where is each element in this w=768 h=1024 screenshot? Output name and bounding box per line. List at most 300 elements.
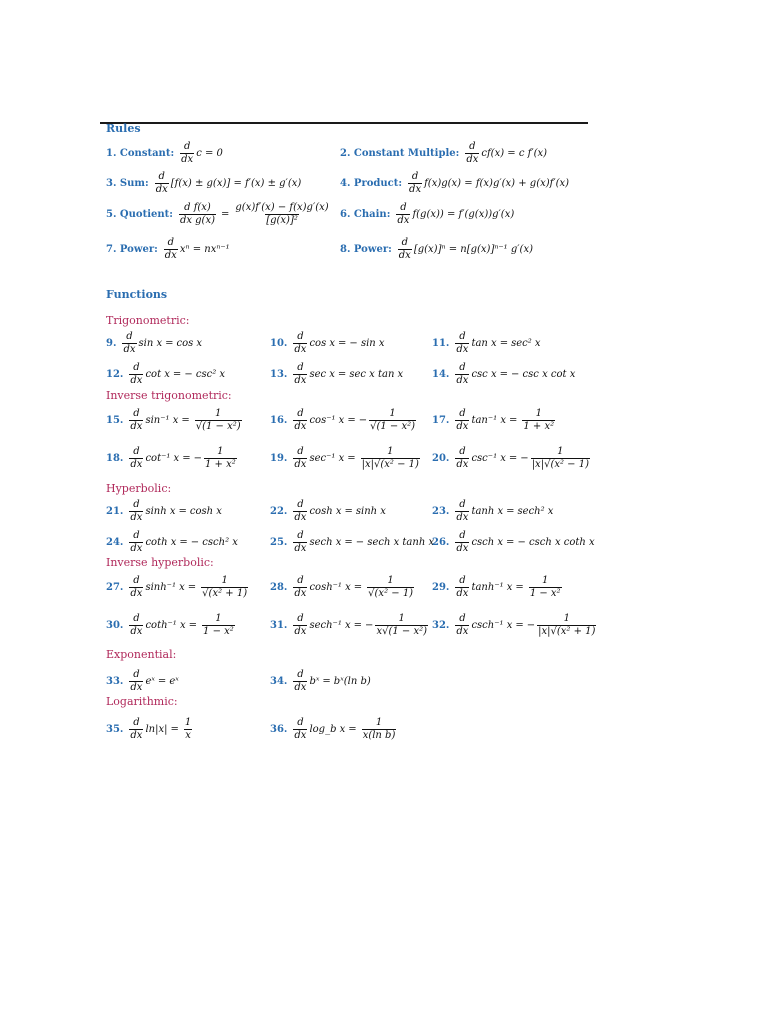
- derivative-operator-bottom: dx: [130, 682, 143, 693]
- derivative-operator-top: d: [183, 141, 191, 152]
- derivative-operator-bottom: dx: [130, 375, 143, 386]
- equals-sign: =: [499, 338, 509, 349]
- derivative-operator: [455, 500, 469, 523]
- rule-result-fraction-bottom: [g(x)]²: [266, 215, 298, 226]
- formula-lhs: tan⁻¹ x: [471, 415, 506, 426]
- equals-sign: =: [178, 506, 187, 517]
- subheading-log: Logarithmic:: [106, 695, 178, 708]
- formula-lhs: sech x: [309, 537, 342, 548]
- formula-rhs-fraction-bottom: √(x² + 1): [202, 588, 248, 599]
- derivative-operator-top: d: [133, 575, 140, 586]
- formula-number: 31.: [270, 620, 288, 631]
- formula-lhs: cos x: [309, 338, 336, 349]
- derivative-operator-top: d: [297, 530, 304, 541]
- formula-lhs: cos⁻¹ x: [309, 415, 345, 426]
- rule-expression: [f(x) ± g(x)] = f′(x) ± g′(x): [170, 178, 302, 189]
- formula-rhs-fraction-top: 1: [387, 575, 394, 586]
- derivative-operator-top: d: [133, 530, 140, 541]
- derivative-operator-top: d: [459, 530, 466, 541]
- minus-sign: −: [365, 620, 374, 631]
- derivative-operator: [293, 363, 307, 386]
- rule-number: 5. Quotient:: [106, 209, 173, 220]
- equals-sign: =: [515, 582, 524, 593]
- rule-expression: [g(x)]ⁿ = n[g(x)]ⁿ⁻¹ g′(x): [413, 244, 533, 255]
- derivative-operator-top: d: [133, 499, 140, 510]
- equals-sign: =: [348, 724, 357, 735]
- formula-rhs-fraction-bottom: |x|√(x² − 1): [361, 459, 419, 470]
- derivative-operator: [293, 531, 307, 554]
- derivative-operator-top: d: [158, 171, 165, 182]
- formula-number: 26.: [432, 537, 450, 548]
- equals-sign: =: [181, 415, 190, 426]
- formula-lhs: sech⁻¹ x: [309, 620, 351, 631]
- rule-number: 4. Product:: [340, 178, 403, 189]
- derivative-operator-top: d: [133, 362, 140, 373]
- formula-rhs: cosh x: [189, 506, 222, 517]
- derivative-formula: [432, 576, 564, 599]
- formula-number: 30.: [106, 620, 124, 631]
- formula-number: 14.: [432, 369, 450, 380]
- rule-expression: xⁿ = nxⁿ⁻¹: [179, 244, 230, 255]
- formula-number: 34.: [270, 676, 288, 687]
- formula-number: 17.: [432, 415, 450, 426]
- formula-rhs: − csc² x: [184, 369, 226, 380]
- formula-rhs-fraction-top: 1: [387, 446, 394, 457]
- formula-number: 23.: [432, 506, 450, 517]
- formula-rhs-fraction-bottom: √(1 − x²): [370, 421, 416, 432]
- formula-lhs: sinh⁻¹ x: [145, 582, 185, 593]
- formula-lhs: csch⁻¹ x: [471, 620, 513, 631]
- derivative-formula: [106, 332, 202, 355]
- functions-heading: Functions: [106, 288, 168, 301]
- rule-number: 3. Sum:: [106, 178, 149, 189]
- formula-lhs: sec⁻¹ x: [309, 453, 345, 464]
- formula-lhs: sec x: [309, 369, 335, 380]
- derivative-operator: [129, 576, 143, 599]
- derivative-operator-bottom: dx: [130, 730, 143, 741]
- formula-rhs-fraction-bottom: 1 + x²: [204, 459, 236, 470]
- formula-rhs-fraction: [367, 576, 414, 599]
- derivative-operator-top: d: [411, 171, 419, 182]
- derivative-operator-bottom: dx: [164, 250, 177, 261]
- rule-result-fraction-top: g(x)f′(x) − f(x)g′(x): [235, 202, 329, 213]
- minus-sign: −: [193, 453, 202, 464]
- derivative-operator: [455, 409, 469, 432]
- equals-sign: =: [322, 676, 331, 687]
- derivative-formula: [270, 718, 398, 741]
- derivative-operator: [293, 670, 307, 693]
- derivative-operator-bottom: dx: [130, 588, 143, 599]
- derivative-formula: [432, 447, 592, 470]
- formula-number: 21.: [106, 506, 124, 517]
- minus-sign: −: [526, 620, 536, 631]
- formula-lhs: tanh x: [471, 506, 504, 517]
- equals-sign: =: [157, 676, 167, 687]
- formula-rhs-fraction: [537, 614, 596, 637]
- derivative-formula: [432, 500, 553, 523]
- equals-sign: =: [506, 537, 515, 548]
- formula-lhs: csch x: [471, 537, 504, 548]
- derivative-operator: [293, 500, 307, 523]
- formula-lhs: csc⁻¹ x: [471, 453, 506, 464]
- derivative-operator-bottom: dx: [130, 626, 143, 637]
- equals-sign: =: [508, 415, 518, 426]
- equals-sign: =: [182, 453, 191, 464]
- derivative-operator-bottom: dx: [456, 421, 469, 432]
- derivative-operator: [398, 238, 412, 261]
- derivative-operator-bottom: dx: [123, 344, 136, 355]
- derivative-formula: [106, 718, 194, 741]
- derivative-operator-bottom: dx: [155, 184, 168, 195]
- derivative-operator: [293, 332, 307, 355]
- rule-expression: cf(x) = c f′(x): [481, 148, 548, 159]
- subheading-inv-hyper: Inverse hyperbolic:: [106, 556, 214, 569]
- subheading-hyper: Hyperbolic:: [106, 482, 172, 495]
- rule-number: 8. Power:: [340, 244, 392, 255]
- derivative-operator-bottom: dx: [130, 543, 143, 554]
- rules-heading: Rules: [106, 122, 141, 135]
- derivative-formula: [106, 363, 225, 386]
- derivative-formula: [106, 576, 250, 599]
- derivative-operator: [455, 614, 469, 637]
- derivative-operator: [293, 447, 307, 470]
- derivative-formula: [270, 447, 422, 470]
- formula-lhs: csc x: [471, 369, 497, 380]
- formula-rhs-fraction-top: 1: [221, 575, 228, 586]
- derivative-operator-top: d: [297, 669, 304, 680]
- derivative-operator: [129, 670, 143, 693]
- minus-sign: −: [520, 453, 529, 464]
- formula-rhs-fraction: [204, 447, 237, 470]
- derivative-formula: [270, 531, 434, 554]
- derivative-formula: [432, 363, 575, 386]
- derivative-operator-bottom: dx: [456, 626, 469, 637]
- formula-rhs-fraction-top: 1: [217, 446, 224, 457]
- subheading-trig: Trigonometric:: [106, 314, 190, 327]
- derivative-operator-top: d: [469, 141, 476, 152]
- minus-sign: −: [358, 415, 368, 426]
- derivative-operator-top: d: [133, 408, 140, 419]
- derivative-operator-bottom: dx: [294, 512, 307, 523]
- derivative-operator-bottom: dx: [456, 512, 469, 523]
- derivative-operator-bottom: dx: [294, 344, 307, 355]
- formula-rhs: eˣ: [169, 676, 179, 687]
- formula-rhs-fraction-top: 1: [398, 613, 405, 624]
- formula-rhs-fraction-bottom: x: [185, 730, 191, 741]
- derivative-operator-top: d: [459, 613, 466, 624]
- derivative-operator-bottom: dx: [294, 421, 307, 432]
- formula-rhs: sinh x: [355, 506, 386, 517]
- formula-number: 20.: [432, 453, 450, 464]
- formula-rhs-fraction: [202, 614, 235, 637]
- rule-item: [340, 172, 569, 195]
- formula-lhs: tanh⁻¹ x: [471, 582, 513, 593]
- equals-sign: =: [353, 620, 363, 631]
- rule-item: [106, 172, 301, 195]
- derivative-operator-top: d: [459, 362, 466, 373]
- rule-item: [340, 142, 547, 165]
- derivative-operator: [293, 409, 307, 432]
- derivative-operator-bottom: dx: [456, 588, 469, 599]
- derivative-formula: [106, 670, 179, 693]
- formula-lhs: sinh x: [145, 506, 176, 517]
- derivative-operator-bottom: dx: [294, 375, 307, 386]
- derivative-operator-bottom: dx: [294, 459, 307, 470]
- rule-number: 1. Constant:: [106, 148, 175, 159]
- equals-sign: =: [172, 369, 182, 380]
- derivative-operator-top: d: [459, 446, 466, 457]
- formula-number: 22.: [270, 506, 288, 517]
- formula-rhs-fraction-top: 1: [557, 446, 564, 457]
- formula-rhs-fraction: [531, 447, 590, 470]
- formula-rhs: − csc x cot x: [511, 369, 576, 380]
- rule-expression: f(g(x)) = f′(g(x))g′(x): [412, 209, 515, 220]
- derivative-operator-bottom: dx: [294, 626, 307, 637]
- formula-number: 15.: [106, 415, 124, 426]
- equals-sign: =: [344, 506, 353, 517]
- derivative-operator-top: d: [133, 717, 140, 728]
- formula-rhs-fraction: [369, 409, 416, 432]
- derivative-operator-bottom: dx: [409, 184, 422, 195]
- derivative-operator: [455, 447, 469, 470]
- derivative-formula: [270, 363, 403, 386]
- derivative-operator: [455, 576, 469, 599]
- derivative-operator-top: d: [297, 362, 304, 373]
- formula-lhs: eˣ: [145, 676, 155, 687]
- formula-number: 10.: [270, 338, 288, 349]
- derivative-operator-top: d: [459, 331, 466, 342]
- derivative-operator: [179, 203, 216, 226]
- derivative-operator-bottom: dx: [397, 215, 410, 226]
- rule-number: 7. Power:: [106, 244, 158, 255]
- formula-rhs-fraction-top: 1: [215, 613, 222, 624]
- derivative-formula: [270, 670, 371, 693]
- derivative-operator-top: d: [459, 575, 466, 586]
- derivative-operator: [455, 531, 469, 554]
- formula-lhs: coth⁻¹ x: [145, 620, 186, 631]
- derivative-operator-top: d: [126, 331, 133, 342]
- derivative-operator: [396, 203, 410, 226]
- formula-number: 29.: [432, 582, 450, 593]
- rule-item: [106, 238, 230, 261]
- formula-rhs-fraction-top: 1: [563, 613, 570, 624]
- derivative-operator: [293, 576, 307, 599]
- formula-rhs: sec x tan x: [349, 369, 404, 380]
- derivative-operator-bottom: dx: [466, 154, 479, 165]
- formula-rhs-fraction-top: 1: [542, 575, 549, 586]
- equals-sign: =: [221, 209, 230, 220]
- formula-rhs-fraction: [361, 447, 420, 470]
- formula-rhs-fraction-bottom: 1 − x²: [203, 626, 234, 637]
- derivative-operator-bottom: dx: [294, 682, 307, 693]
- rule-number: 6. Chain:: [340, 209, 391, 220]
- formula-number: 36.: [270, 724, 288, 735]
- derivative-operator-top: d: [133, 613, 140, 624]
- formula-rhs-fraction-bottom: 1 + x²: [523, 421, 555, 432]
- formula-rhs-fraction-bottom: x(ln b): [362, 730, 396, 741]
- rule-expression: f(x)g(x) = f(x)g′(x) + g(x)f′(x): [424, 178, 570, 189]
- derivative-operator-top: d: [400, 202, 407, 213]
- equals-sign: =: [170, 724, 179, 735]
- formula-rhs-fraction-bottom: |x|√(x² + 1): [538, 626, 596, 637]
- rule-result-fraction: [234, 203, 329, 226]
- derivative-operator-bottom: dx: [398, 250, 411, 261]
- formula-rhs-fraction-bottom: √(1 − x²): [195, 421, 241, 432]
- derivative-operator-bottom: dx: [456, 543, 469, 554]
- equals-sign: =: [347, 415, 356, 426]
- derivative-formula: [106, 614, 237, 637]
- formula-rhs-fraction: [184, 718, 192, 741]
- derivative-operator: [129, 718, 143, 741]
- derivative-operator: [129, 500, 143, 523]
- formula-rhs-fraction-top: 1: [375, 717, 383, 728]
- formula-number: 12.: [106, 369, 124, 380]
- formula-rhs-fraction: [522, 409, 555, 432]
- derivative-operator: [129, 531, 143, 554]
- derivative-formula: [106, 500, 222, 523]
- formula-rhs: sech² x: [517, 506, 554, 517]
- rule-item: [106, 203, 332, 226]
- derivative-operator-bottom: dx: [456, 344, 469, 355]
- derivative-operator-top: d: [133, 446, 140, 457]
- derivative-formula: [432, 409, 557, 432]
- formula-number: 16.: [270, 415, 288, 426]
- derivative-operator: [465, 142, 479, 165]
- formula-number: 13.: [270, 369, 288, 380]
- derivative-operator-bottom: dx: [181, 154, 194, 165]
- formula-number: 27.: [106, 582, 124, 593]
- derivative-operator: [129, 447, 143, 470]
- formula-number: 24.: [106, 537, 124, 548]
- formula-lhs: log_b x: [309, 724, 346, 735]
- equals-sign: =: [353, 582, 363, 593]
- derivative-formula: [270, 332, 385, 355]
- formula-rhs: bˣ(ln b): [333, 676, 371, 687]
- derivative-operator-top: d: [459, 408, 466, 419]
- formula-lhs: tan x: [471, 338, 497, 349]
- formula-lhs: sin x: [138, 338, 163, 349]
- derivative-formula: [432, 332, 541, 355]
- formula-number: 18.: [106, 453, 124, 464]
- derivative-operator-top: d: [459, 499, 466, 510]
- equals-sign: =: [179, 537, 188, 548]
- derivative-operator-top: d: [297, 331, 304, 342]
- derivative-operator-top: d: [297, 408, 304, 419]
- formula-lhs: cot x: [145, 369, 170, 380]
- derivative-formula: [432, 614, 598, 637]
- derivative-formula: [106, 531, 238, 554]
- formula-lhs: ln|x|: [145, 724, 168, 735]
- formula-rhs: cos x: [176, 338, 203, 349]
- equals-sign: =: [188, 620, 198, 631]
- formula-rhs-fraction-bottom: √(x² − 1): [368, 588, 414, 599]
- derivative-operator: [155, 172, 169, 195]
- derivative-operator-top: d: [297, 613, 304, 624]
- equals-sign: =: [515, 620, 524, 631]
- derivative-operator-top: d: [297, 717, 304, 728]
- rule-item: [340, 238, 533, 261]
- equals-sign: =: [344, 537, 353, 548]
- subheading-expo: Exponential:: [106, 648, 177, 661]
- derivative-operator-top: d f(x): [184, 202, 211, 213]
- formula-rhs-fraction-bottom: x√(1 − x²): [376, 626, 427, 637]
- formula-lhs: cosh⁻¹ x: [309, 582, 351, 593]
- equals-sign: =: [187, 582, 197, 593]
- formula-rhs: − csch² x: [190, 537, 238, 548]
- derivative-operator-top: d: [297, 575, 304, 586]
- equals-sign: =: [165, 338, 174, 349]
- derivative-operator-bottom: dx: [130, 421, 143, 432]
- formula-number: 35.: [106, 724, 124, 735]
- rule-expression: c = 0: [196, 148, 223, 159]
- formula-number: 11.: [432, 338, 450, 349]
- equals-sign: =: [347, 453, 356, 464]
- derivative-operator: [164, 238, 178, 261]
- derivative-formula: [270, 576, 416, 599]
- derivative-formula: [106, 409, 244, 432]
- rule-item: [106, 142, 223, 165]
- formula-rhs-fraction: [362, 718, 397, 741]
- formula-number: 9.: [106, 338, 117, 349]
- rule-item: [340, 203, 514, 226]
- derivative-formula: [270, 500, 386, 523]
- derivative-operator-top: d: [167, 237, 174, 248]
- derivative-operator: [129, 363, 143, 386]
- derivative-formula: [432, 531, 595, 554]
- formula-lhs: sin⁻¹ x: [145, 415, 179, 426]
- derivative-operator-top: d: [297, 499, 304, 510]
- formula-lhs: bˣ: [309, 676, 320, 687]
- formula-rhs: − csch x coth x: [517, 537, 595, 548]
- formula-rhs-fraction-top: 1: [215, 408, 222, 419]
- equals-sign: =: [499, 369, 508, 380]
- derivative-operator-bottom: dx: [294, 543, 307, 554]
- formula-rhs: − sin x: [349, 338, 385, 349]
- rule-number: 2. Constant Multiple:: [340, 148, 460, 159]
- formula-rhs-fraction-top: 1: [389, 408, 396, 419]
- derivative-formula: [270, 409, 418, 432]
- formula-number: 25.: [270, 537, 288, 548]
- derivative-operator-top: d: [297, 446, 304, 457]
- equals-sign: =: [338, 338, 347, 349]
- formula-rhs-fraction-top: 1: [184, 717, 192, 728]
- subheading-inv-trig: Inverse trigonometric:: [106, 389, 232, 402]
- formula-number: 32.: [432, 620, 450, 631]
- derivative-formula: [106, 447, 239, 470]
- formula-rhs-fraction-top: 1: [535, 408, 542, 419]
- derivative-operator: [408, 172, 422, 195]
- derivative-operator-bottom: dx: [130, 512, 143, 523]
- formula-number: 28.: [270, 582, 288, 593]
- formula-rhs-fraction: [201, 576, 248, 599]
- equals-sign: =: [506, 506, 515, 517]
- derivative-operator-bottom: dx: [130, 459, 143, 470]
- derivative-operator: [293, 614, 307, 637]
- derivative-operator-bottom: dx: [294, 730, 307, 741]
- derivative-operator-bottom: dx: [456, 459, 469, 470]
- derivative-operator-bottom: dx g(x): [179, 215, 216, 226]
- top-rule-line: [100, 122, 588, 124]
- derivative-operator: [293, 718, 307, 741]
- derivative-operator: [122, 332, 136, 355]
- derivative-operator-top: d: [133, 669, 140, 680]
- equals-sign: =: [337, 369, 347, 380]
- formula-rhs: sec² x: [511, 338, 541, 349]
- formula-rhs-fraction: [375, 614, 428, 637]
- derivative-operator-bottom: dx: [456, 375, 469, 386]
- derivative-operator: [180, 142, 194, 165]
- derivative-operator-top: d: [401, 237, 408, 248]
